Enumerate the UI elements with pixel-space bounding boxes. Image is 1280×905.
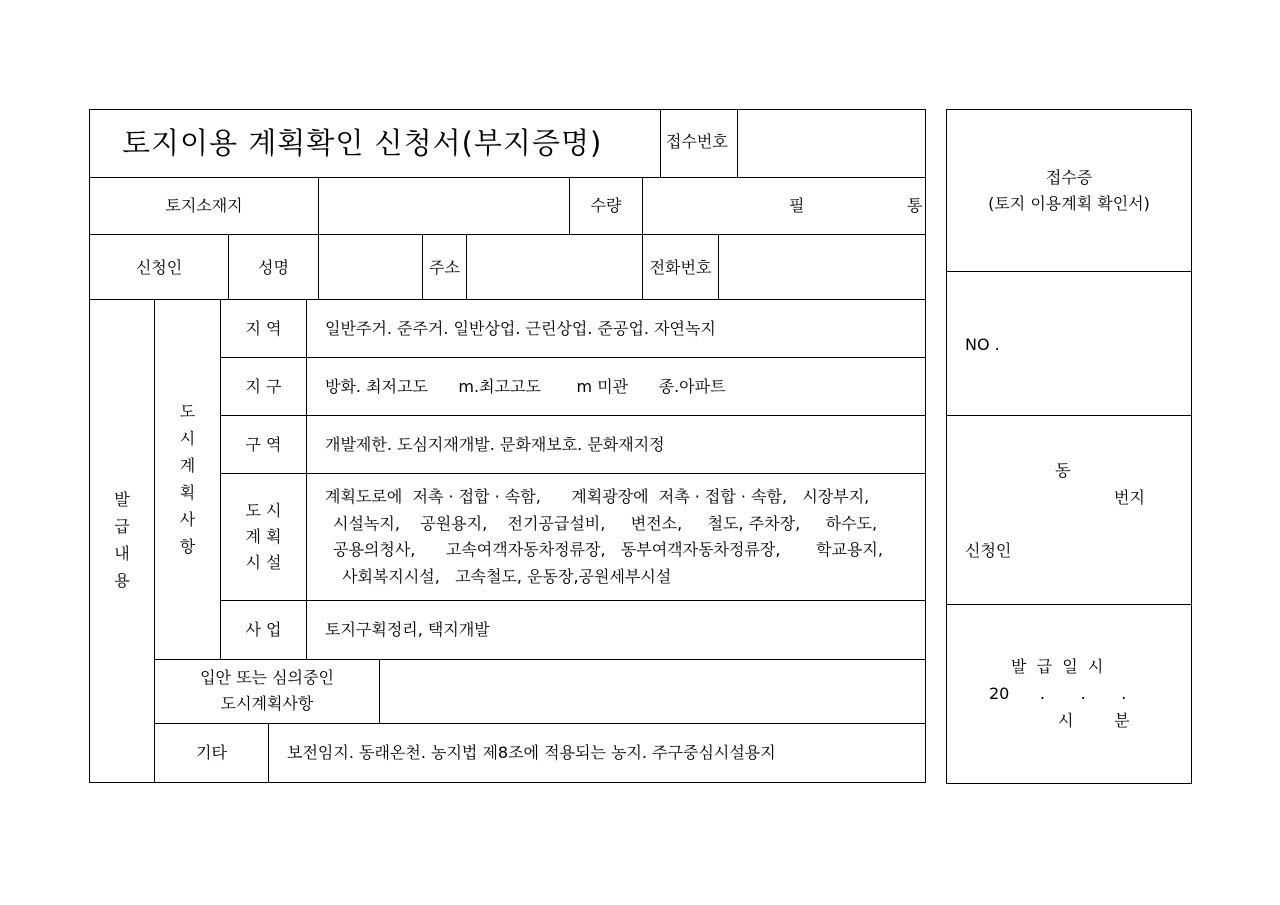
- phone-field[interactable]: [720, 236, 924, 298]
- col-divider: [737, 109, 738, 178]
- name-label: 성명: [258, 258, 289, 277]
- zone-label: 지 역: [245, 319, 282, 338]
- quantity-field[interactable]: [644, 179, 924, 233]
- receipt-border-top: [946, 109, 1192, 110]
- city-plan-label: 도 시 계 획 사 항: [179, 402, 196, 556]
- form-border-top: [89, 109, 926, 110]
- pil-unit-label: 필: [789, 196, 805, 215]
- issue-date-line: 20 . . .: [989, 684, 1127, 703]
- address-label: 주소: [429, 258, 460, 277]
- row-divider: [220, 415, 926, 416]
- district-label: 지 구: [245, 377, 282, 396]
- area-value: 개발제한. 도심지재개발. 문화재보호. 문화재지정: [325, 435, 665, 454]
- issue-datetime-label: 발 급 일 시: [1011, 657, 1104, 676]
- pending-plan-label: 입안 또는 심의중인: [200, 668, 334, 687]
- receipt-border-right: [1191, 109, 1192, 784]
- zone-value: 일반주거. 준주거. 일반상업. 근린상업. 준공업. 자연녹지: [325, 319, 716, 338]
- receipt-no-label: NO .: [965, 335, 1000, 354]
- facility-line: 계획도로에 저촉 · 접합 · 속함, 계획광장에 저촉 · 접합 · 속함, 시장부지,: [325, 487, 870, 506]
- other-label: 기타: [196, 743, 227, 762]
- receipt-no-label: 접수번호: [666, 132, 728, 151]
- row-divider: [89, 234, 926, 235]
- row-divider: [220, 600, 926, 601]
- issue-time-line: 시 분: [1058, 711, 1130, 730]
- receipt-no-field[interactable]: [948, 273, 1190, 414]
- location-field[interactable]: [320, 179, 568, 233]
- dong-label: 동: [1055, 461, 1071, 480]
- row-divider: [220, 357, 926, 358]
- receipt-divider: [946, 271, 1192, 272]
- col-divider: [306, 299, 307, 660]
- receipt-applicant-label: 신청인: [965, 541, 1012, 560]
- col-divider: [466, 234, 467, 300]
- row-divider: [89, 177, 926, 178]
- receipt-title: 접수증: [1045, 168, 1093, 187]
- form-title: 토지이용 계획확인 신청서(부지증명): [122, 126, 603, 160]
- district-value: 방화. 최저고도 m.최고고도 m 미관 종.아파트: [325, 377, 726, 396]
- col-divider: [268, 723, 269, 783]
- location-label: 토지소재지: [165, 196, 243, 215]
- name-field[interactable]: [320, 236, 421, 298]
- row-divider: [220, 473, 926, 474]
- issue-contents-label: 발 급 내 용: [114, 490, 130, 590]
- tong-unit-label: 통: [907, 196, 923, 215]
- receipt-divider: [946, 604, 1192, 605]
- phone-label: 전화번호: [649, 258, 712, 277]
- facility-label: 도 시 계 획 시 설: [245, 501, 282, 572]
- form-border-bottom: [89, 782, 926, 783]
- address-field[interactable]: [468, 236, 641, 298]
- facility-line: 사회복지시설, 고속철도, 운동장,공원세부시설: [342, 567, 672, 586]
- other-value: 보전임지. 동래온천. 농지법 제8조에 적용되는 농지. 주구중심시설용지: [287, 743, 776, 762]
- applicant-label: 신청인: [135, 258, 183, 277]
- row-divider: [89, 299, 926, 300]
- pending-plan-label: 도시계획사항: [220, 694, 314, 713]
- col-divider: [379, 659, 380, 724]
- col-divider: [718, 234, 719, 300]
- receipt-border-bottom: [946, 783, 1192, 784]
- receipt-divider: [946, 415, 1192, 416]
- receipt-no-field[interactable]: [739, 111, 924, 176]
- facility-line: 시설녹지, 공원용지, 전기공급설비, 변전소, 철도, 주차장, 하수도,: [333, 514, 878, 533]
- col-divider: [660, 109, 661, 178]
- row-divider: [154, 723, 926, 724]
- row-divider: [154, 659, 926, 660]
- form-border-right: [925, 109, 926, 783]
- area-label: 구 역: [245, 435, 282, 454]
- col-divider: [318, 177, 319, 300]
- quantity-label: 수량: [590, 196, 622, 215]
- project-label: 사 업: [245, 620, 282, 639]
- col-divider: [220, 299, 221, 660]
- col-divider: [642, 177, 643, 300]
- facility-line: 공용의청사, 고속여객자동차정류장, 동부여객자동차정류장, 학교용지,: [333, 540, 883, 559]
- receipt-subtitle: (토지 이용계획 확인서): [988, 194, 1150, 213]
- pending-plan-field[interactable]: [381, 661, 924, 722]
- bunji-label: 번지: [1114, 488, 1145, 507]
- project-value: 토지구획정리, 택지개발: [325, 620, 490, 639]
